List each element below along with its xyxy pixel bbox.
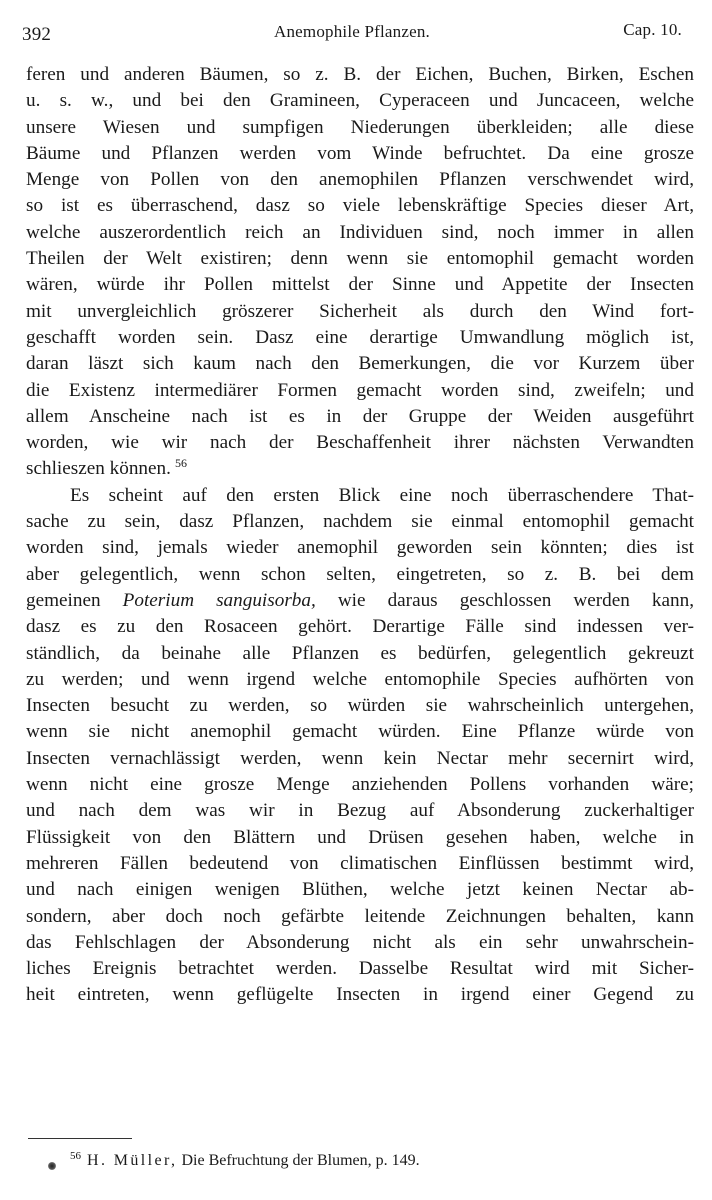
text-line: Bäume und Pflanzen werden vom Winde befruchtet. Da eine grosze (26, 142, 694, 164)
text-line: liches Ereignis betrachtet werden. Dasselbe Resultat wird mit Sicher- (26, 958, 694, 980)
body-text (26, 62, 694, 1009)
text-line: welche auszerordentlich reich an Individuen sind, noch immer in allen (26, 221, 694, 243)
footnote-number: 56 (70, 1149, 81, 1162)
chapter-label: Cap. 10. (623, 20, 682, 39)
text-line: worden sind, jemals wieder anemophil geworden sein könnten; dies ist (26, 537, 694, 559)
text-line: sondern, aber doch noch gefärbte leitende Zeichnungen behalten, kann (26, 905, 694, 927)
text-line: und nach einigen wenigen Blüthen, welche jetzt keinen Nectar ab- (26, 879, 694, 901)
text-line: mehreren Fällen bedeutend von climatischen Einflüssen bestimmt wird, (26, 852, 694, 874)
text-line: worden, wie wir nach der Beschaffenheit ihrer nächsten Verwandten (26, 432, 694, 454)
text-line: Theilen der Welt existiren; denn wenn sie entomophil gemacht worden (26, 248, 694, 270)
text-line: aber gelegentlich, wenn schon selten, eingetreten, so z. B. bei dem (26, 563, 694, 585)
text-line: wären, würde ihr Pollen mittelst der Sinne und Appetite der Insecten (26, 274, 694, 296)
text-line: wenn sie nicht anemophil gemacht würden. Eine Pflanze würde von (26, 721, 694, 743)
text-line: allem Anscheine nach ist es in der Gruppe der Weiden ausgeführt (26, 405, 694, 427)
species-name: Poterium sanguisorba, (122, 589, 316, 611)
footnote-author: H. Müller, (87, 1152, 178, 1169)
text-line: u. s. w., und bei den Gramineen, Cyperaceen und Juncaceen, welche (26, 90, 694, 112)
text-line: wenn nicht eine grosze Menge anziehenden Pollens vorhanden wäre; (26, 774, 694, 796)
footnote-divider (28, 1138, 132, 1139)
paragraph-first-line: Es scheint auf den ersten Blick eine noch überraschendere That- (70, 484, 694, 506)
text-line: das Fehlschlagen der Absonderung nicht als ein sehr unwahrschein- (26, 931, 694, 953)
text-line: sache zu sein, dasz Pflanzen, nachdem sie einmal entomophil gemacht (26, 511, 694, 533)
text-line: heit eintreten, wenn geflügelte Insecten in irgend einer Gegend zu (26, 984, 694, 1006)
text-line: ständlich, da beinahe alle Pflanzen es bedürfen, gelegentlich gekreuzt (26, 642, 694, 664)
page-number: 392 (22, 24, 52, 45)
text-fragment: wie daraus geschlossen werden kann, (337, 589, 694, 611)
text-line: Flüssigkeit von den Blättern und Drüsen gesehen haben, welche in (26, 826, 694, 848)
species-line (26, 588, 694, 614)
text-line: mit unvergleichlich gröszerer Sicherheit als durch den Wind fort- (26, 300, 694, 322)
text-line: schlieszen können. (26, 458, 171, 480)
footnote (42, 1149, 420, 1170)
text-line: Insecten besucht zu werden, so würden sie wahrscheinlich untergehen, (26, 695, 694, 717)
running-title: Anemophile Pflanzen. (273, 22, 430, 41)
text-line: Menge von Pollen von den anemophilen Pflanzen verschwendet wird, (26, 169, 694, 191)
text-line: und nach dem was wir in Bezug auf Absonderung zuckerhaltiger (26, 800, 694, 822)
text-fragment: gemeinen (26, 589, 101, 611)
text-line: die Existenz intermediärer Formen gemacht worden sind, zweifeln; und (26, 379, 694, 401)
text-line: dasz es zu den Rosaceen gehört. Derartige Fälle sind indessen ver- (26, 616, 694, 638)
footnote-reference: 56 (174, 456, 187, 471)
text-line: zu werden; und wenn irgend welche entomophile Species aufhörten von (26, 668, 694, 690)
running-head (22, 20, 682, 46)
text-line: unsere Wiesen und sumpfigen Niederungen überkleiden; alle diese (26, 116, 694, 138)
footnote-text: Die Befruchtung der Blumen, p. 149. (181, 1152, 420, 1169)
text-line: geschafft worden sein. Dasz eine derartige Umwandlung möglich ist, (26, 326, 694, 348)
text-line: feren und anderen Bäumen, so z. B. der Eichen, Buchen, Birken, Eschen (26, 64, 694, 85)
text-line: so ist es überraschend, dasz so viele lebenskräftige Species dieser Art, (26, 195, 694, 217)
paragraph-end-line (26, 456, 694, 482)
text-line: Insecten vernachlässigt werden, wenn kein Nectar mehr secernirt wird, (26, 747, 694, 769)
text-line: daran läszt sich kaum nach den Bemerkungen, die vor Kurzem über (26, 353, 694, 375)
